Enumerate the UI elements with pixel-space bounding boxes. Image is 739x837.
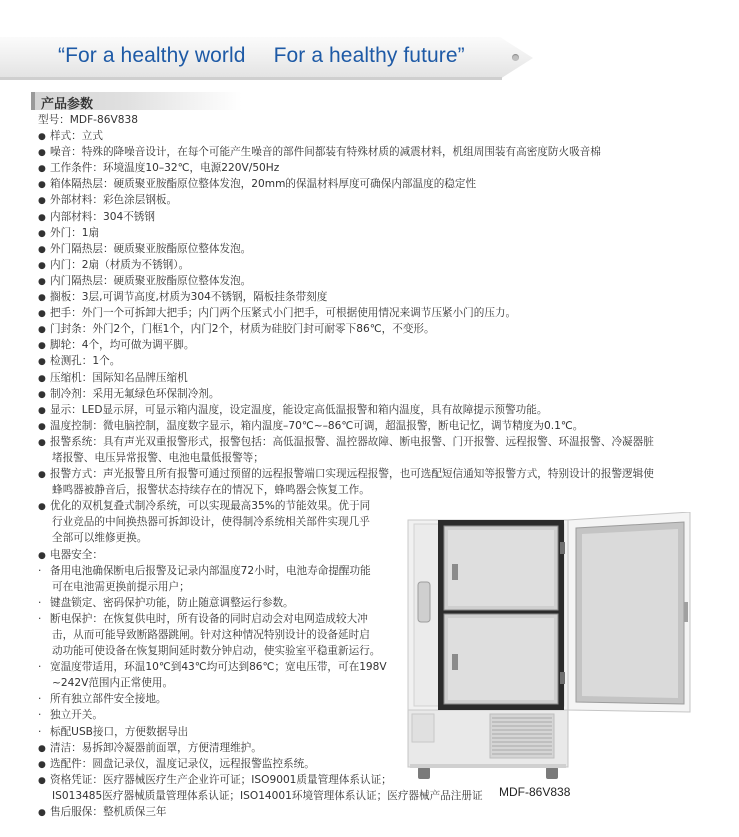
- spec-text: 脚轮：4个，均可做为调平脚。: [50, 339, 195, 352]
- spec-text: 所有独立部件安全接地。: [50, 693, 167, 706]
- section-title: 产品参数: [41, 97, 94, 112]
- bullet-marker: ·: [38, 612, 42, 625]
- spec-row: [38, 305, 728, 321]
- spec-text: 型号：MDF-86V838: [38, 114, 138, 126]
- spec-text: 堵报警、电压异常报警、电池电量低报警等；: [52, 451, 264, 464]
- spec-row: [38, 321, 728, 337]
- spec-text: 箱体隔热层：硬质聚亚胺酯原位整体发泡，20mm的保温材料厚度可确保内部温度的稳定性: [50, 178, 477, 191]
- spec-row: [38, 128, 728, 144]
- spec-row: [38, 370, 728, 386]
- spec-row: [38, 337, 728, 353]
- spec-text: 备用电池确保断电后报警及记录内部温度72小时，电池寿命提醒功能: [50, 564, 371, 577]
- spec-text: 电器安全：: [50, 548, 103, 561]
- bullet-marker: ●: [38, 470, 46, 481]
- spec-row: [38, 192, 728, 208]
- bullet-marker: ●: [38, 373, 46, 384]
- spec-text: 样式：立式: [50, 130, 103, 143]
- spec-row: [38, 386, 728, 402]
- bullet-marker: ●: [38, 164, 46, 175]
- spec-text: ~242V范围内正常使用。: [52, 677, 174, 690]
- spec-text: 检测孔：1个。: [50, 355, 121, 368]
- spec-text: 全部可以维修更换。: [52, 532, 148, 545]
- bullet-marker: ●: [38, 759, 46, 770]
- bullet-marker: ●: [38, 743, 46, 754]
- bullet-marker: ●: [38, 196, 46, 207]
- spec-row: [38, 257, 728, 273]
- spec-row: [38, 144, 728, 160]
- bullet-marker: ●: [38, 389, 46, 400]
- spec-text: 制冷剂：采用无氟绿色环保制冷剂。: [50, 387, 220, 400]
- bullet-marker: ·: [38, 564, 42, 577]
- bullet-marker: ·: [38, 661, 42, 674]
- spec-row: [38, 289, 728, 305]
- spec-text: 键盘锁定、密码保护功能，防止随意调整运行参数。: [50, 596, 294, 609]
- spec-row: [38, 434, 728, 450]
- bullet-marker: ●: [38, 357, 46, 368]
- bullet-marker: ●: [38, 550, 46, 561]
- spec-text: 噪音：特殊的降噪音设计，在每个可能产生噪音的部件间都装有特殊材质的减震材料，机组周围装有高密度防火吸音棉: [50, 146, 601, 159]
- spec-row: [38, 482, 728, 498]
- spec-text: 资格凭证：医疗器械医疗生产企业许可证；ISO9001质量管理体系认证；: [50, 773, 392, 786]
- bullet-marker: ●: [38, 775, 46, 786]
- bullet-marker: ●: [38, 132, 46, 143]
- bullet-marker: ·: [38, 693, 42, 706]
- bullet-marker: ●: [38, 276, 46, 287]
- spec-text: 压缩机：国际知名品牌压缩机: [50, 371, 188, 384]
- slogan: [58, 44, 465, 68]
- spec-text: 报警系统：具有声光双重报警形式，报警包括：高低温报警、温控器故障、断电报警、门开报警、远程报警、环温报警、冷凝器脏: [50, 435, 654, 448]
- spec-row: [38, 450, 728, 466]
- spec-text: 可在电池需更换前提示用户；: [52, 580, 190, 593]
- spec-text: 优化的双机复叠式制冷系统，可以实现最高35%的节能效果。优于同: [50, 500, 371, 513]
- spec-text: 搁板：3层,可调节高度,材质为304不锈钢，隔板挂条带刻度: [50, 291, 328, 304]
- spec-text: 把手：外门一个可拆卸大把手；内门两个压紧式小门把手，可根据使用情况来调节压紧小门的压力。: [50, 307, 517, 320]
- spec-text: 断电保护：在恢复供电时，所有设备的同时启动会对电网造成较大冲: [50, 612, 368, 625]
- bullet-marker: ●: [38, 309, 46, 320]
- spec-text: 动功能可使设备在恢复期间延时数分钟启动，使实验室平稳重新运行。: [52, 645, 381, 658]
- bullet-marker: ●: [38, 421, 46, 432]
- bullet-marker: ·: [38, 709, 42, 722]
- spec-row: [38, 176, 728, 192]
- bullet-marker: ●: [38, 341, 46, 352]
- bullet-marker: ●: [38, 260, 46, 271]
- spec-text: 标配USB接口，方便数据导出: [50, 725, 189, 738]
- spec-row: [38, 209, 728, 225]
- bullet-marker: ·: [38, 725, 42, 738]
- spec-text: 外门：1扇: [50, 226, 100, 239]
- spec-row: [38, 466, 728, 482]
- spec-text: 行业竞品的中间换热器可拆卸设计，使得制冷系统相关部件实现几乎: [52, 516, 370, 529]
- spec-row: [38, 241, 728, 257]
- spec-text: 清洁：易拆卸冷凝器前面罩，方便清理维护。: [50, 741, 262, 754]
- bullet-marker: ●: [38, 244, 46, 255]
- spec-row: [38, 402, 728, 418]
- spec-text: 独立开关。: [50, 709, 103, 722]
- spec-text: 售后服保：整机质保三年: [50, 806, 167, 819]
- spec-text: 门封条：外门2个，门框1个，内门2个，材质为硅胶门封可耐零下86℃，不变形。: [50, 323, 435, 336]
- slogan-left: “For a healthy world: [58, 44, 246, 67]
- bullet-marker: ●: [38, 808, 46, 819]
- bullet-marker: ·: [38, 596, 42, 609]
- spec-text: 击，从而可能导致断路器跳闸。针对这种情况特别设计的设备延时启: [52, 629, 370, 641]
- spec-text: 温度控制：微电脑控制，温度数字显示，箱内温度–70℃~–86℃可调，超温报警，断电记忆，调节精度为0.1℃。: [50, 419, 584, 432]
- banner-dot: [512, 54, 519, 61]
- slogan-right: For a healthy future”: [273, 44, 465, 67]
- spec-row: [38, 788, 728, 804]
- spec-text: 显示：LED显示屏，可显示箱内温度，设定温度，能设定高低温报警和箱内温度，具有故障提示预警功能。: [50, 403, 548, 416]
- spec-row: [38, 112, 728, 128]
- spec-row: [38, 225, 728, 241]
- spec-row: [38, 418, 728, 434]
- bullet-marker: ●: [38, 437, 46, 448]
- bullet-marker: ●: [38, 325, 46, 336]
- bullet-marker: ●: [38, 148, 46, 159]
- spec-row: [38, 160, 728, 176]
- bullet-marker: ●: [38, 180, 46, 191]
- model-caption: MDF-86V838: [499, 785, 571, 799]
- bullet-marker: ●: [38, 212, 46, 223]
- freezer-image: [400, 512, 700, 782]
- bullet-marker: ●: [38, 405, 46, 416]
- spec-text: 选配件：圆盘记录仪，温度记录仪，远程报警监控系统。: [50, 757, 315, 770]
- bullet-marker: ●: [38, 502, 46, 513]
- spec-text: 内门隔热层：硬质聚亚胺酯原位整体发泡。: [50, 274, 252, 287]
- spec-text: 报警方式：声光报警且所有报警可通过预留的远程报警端口实现远程报警，也可选配短信通知等报警方式，特别设计的报警逻辑使: [50, 468, 654, 481]
- spec-text: 宽温度带适用，环温10℃到43℃均可达到86℃；宽电压带，可在198V: [50, 661, 387, 674]
- banner-edge: [0, 77, 502, 80]
- spec-text: 外门隔热层：硬质聚亚胺酯原位整体发泡。: [50, 242, 252, 255]
- spec-text: 内门：2扇（材质为不锈钢）。: [50, 258, 190, 271]
- spec-text: 内部材料：304不锈钢: [50, 210, 155, 223]
- spec-text: 外部材料：彩色涂层钢板。: [50, 194, 178, 207]
- spec-row: [38, 353, 728, 369]
- spec-text: 工作条件：环境温度10–32℃，电源220V/50Hz: [50, 162, 280, 175]
- spec-text: 蜂鸣器被静音后，报警状态持续存在的情况下，蜂鸣器会恢复工作。: [52, 484, 370, 497]
- spec-text: IS013485医疗器械质量管理体系认证；ISO14001环境管理体系认证；医疗器械产品注册证: [52, 789, 483, 802]
- bullet-marker: ●: [38, 228, 46, 239]
- spec-row: [38, 273, 728, 289]
- bullet-marker: ●: [38, 293, 46, 304]
- spec-row: [38, 804, 728, 820]
